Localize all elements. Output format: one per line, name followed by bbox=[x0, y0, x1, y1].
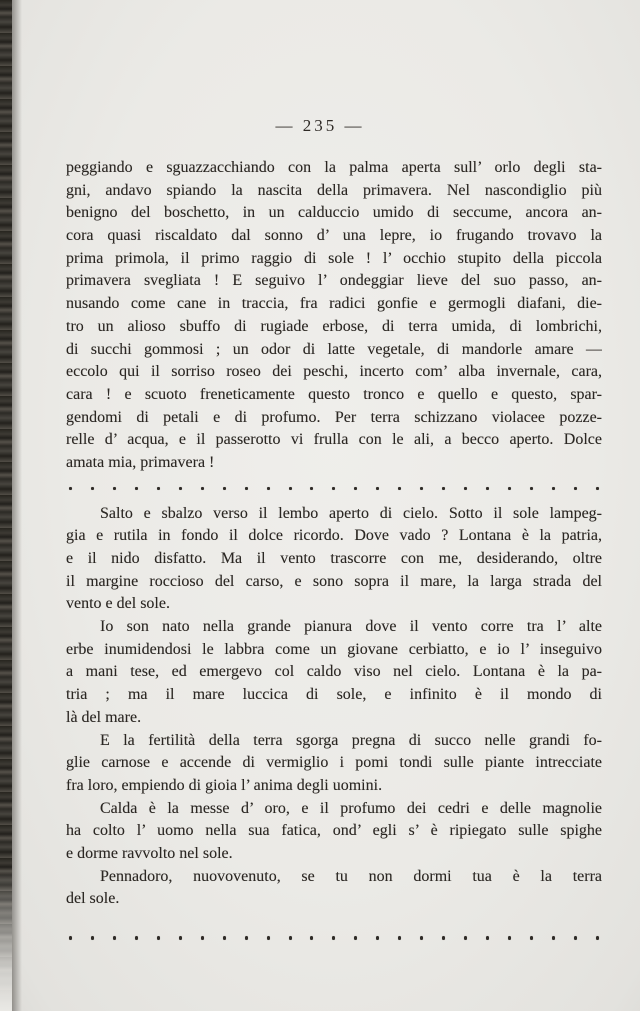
text-line: del sole. bbox=[66, 890, 120, 908]
rule-dot bbox=[157, 487, 160, 491]
paragraph bbox=[66, 798, 602, 866]
text-line: Pennadoro, nuovovenuto, se tu non dormi tua è la terra bbox=[100, 867, 602, 885]
text-line: gia e rutila in fondo il dolce ricordo. Dove vado ? Lontana è la patria, bbox=[66, 527, 602, 545]
text-line: eccolo qui il sorriso roseo dei peschi, incerto com’ alba invernale, cara, bbox=[66, 363, 602, 381]
paragraph bbox=[66, 503, 602, 616]
page-number: — 235 — bbox=[275, 116, 365, 135]
rule-dot bbox=[201, 487, 204, 491]
text-line: ha colto l’ uomo nella sua fatica, ond’ egli s’ è ripiegato sulle spighe bbox=[66, 822, 602, 840]
text-line: primavera svegliata ! E seguivo l’ ondeggiar lieve del suo passo, an- bbox=[66, 272, 602, 290]
rule-dot bbox=[289, 936, 292, 940]
text-block bbox=[66, 157, 602, 952]
rule-dot bbox=[442, 487, 445, 491]
text-line: erbe inumidendosi le labbra come un giovane cerbiatto, e io l’ inseguivo bbox=[66, 640, 602, 658]
text-line: fra loro, empiendo di gioia l’ anima degli uomini. bbox=[66, 776, 383, 794]
rule-dot bbox=[267, 936, 270, 940]
text-line: vento e del sole. bbox=[66, 595, 170, 613]
book-gutter-shadow bbox=[0, 0, 12, 1011]
rule-dot bbox=[508, 936, 511, 940]
rule-dot bbox=[135, 487, 138, 491]
text-line: il margine roccioso del carso, e sono sopra il mare, la larga strada del bbox=[66, 572, 602, 590]
rule-dot bbox=[398, 936, 401, 940]
rule-dot bbox=[552, 487, 555, 491]
text-line: benigno del boschetto, in un calduccio umido di seccume, ancora an- bbox=[66, 204, 602, 222]
dotted-rule bbox=[66, 924, 602, 952]
rule-dot bbox=[69, 487, 72, 491]
rule-dot bbox=[574, 487, 577, 491]
rule-dot bbox=[69, 936, 72, 940]
rule-dot bbox=[310, 936, 313, 940]
rule-dot bbox=[420, 936, 423, 940]
rule-dot bbox=[245, 936, 248, 940]
rule-dot bbox=[91, 936, 94, 940]
text-line: gendomi di petali e di profumo. Per terra schizzano violacee pozze- bbox=[66, 408, 602, 426]
rule-dot bbox=[332, 936, 335, 940]
text-line: Salto e sbalzo verso il lembo aperto di cielo. Sotto il sole lampeg- bbox=[100, 504, 602, 522]
text-line: tro un alioso sbuffo di rugiade erbose, di terra umida, di lombrichi, bbox=[66, 317, 602, 335]
rule-dot bbox=[376, 936, 379, 940]
rule-dot bbox=[354, 936, 357, 940]
text-line: Calda è la messe d’ oro, e il profumo dei cedri e delle magnolie bbox=[100, 799, 602, 817]
rule-dot bbox=[267, 487, 270, 491]
rule-dot bbox=[552, 936, 555, 940]
paragraph bbox=[66, 866, 602, 911]
text-line: peggiando e sguazzacchiando con la palma aperta sull’ orlo degli sta- bbox=[66, 159, 602, 176]
text-line: Io son nato nella grande pianura dove il vento corre tra l’ alte bbox=[100, 618, 602, 636]
rule-dot bbox=[201, 936, 204, 940]
rule-dot bbox=[223, 936, 226, 940]
text-line: tria ; ma il mare luccica di sole, e infinito è il mondo di bbox=[66, 686, 602, 704]
paragraph bbox=[66, 730, 602, 798]
paragraph bbox=[66, 157, 602, 475]
text-line: amata mia, primavera ! bbox=[66, 453, 215, 471]
text-line: e dorme ravvolto nel sole. bbox=[66, 844, 233, 862]
text-line: relle d’ acqua, e il passerotto vi frulla con le ali, a becco aperto. Dolce bbox=[66, 431, 602, 449]
rule-dot bbox=[530, 487, 533, 491]
rule-dot bbox=[376, 487, 379, 491]
rule-dot bbox=[310, 487, 313, 491]
paragraph bbox=[66, 616, 602, 729]
rule-dot bbox=[486, 487, 489, 491]
rule-dot bbox=[245, 487, 248, 491]
text-line: gni, andavo spiando la nascita della primavera. Nel nascondiglio più bbox=[66, 181, 602, 199]
rule-dot bbox=[398, 487, 401, 491]
rule-dot bbox=[354, 487, 357, 491]
rule-dot bbox=[223, 487, 226, 491]
rule-dot bbox=[486, 936, 489, 940]
rule-dot bbox=[289, 487, 292, 491]
rule-dot bbox=[91, 487, 94, 491]
text-line: prima primola, il primo raggio di sole ! l’ occhio stupito della piccola bbox=[66, 249, 602, 267]
text-line: glie carnose e accende di vermiglio i pomi tondi sulle piante intrecciate bbox=[66, 754, 602, 772]
text-line: cara ! e scuoto freneticamente questo tronco e quello e questo, spar- bbox=[66, 385, 602, 403]
rule-dot bbox=[332, 487, 335, 491]
text-line: nusando come cane in traccia, fra radici gonfie e germogli diafani, die- bbox=[66, 295, 602, 313]
text-line: a mani tese, ed emergevo col caldo viso nel cielo. Lontana è la pa- bbox=[66, 663, 602, 681]
text-line: là del mare. bbox=[66, 708, 142, 726]
rule-dot bbox=[135, 936, 138, 940]
text-line: E la fertilità della terra sgorga pregna di succo nelle grandi fo- bbox=[100, 731, 602, 749]
rule-dot bbox=[442, 936, 445, 940]
rule-dot bbox=[508, 487, 511, 491]
rule-dot bbox=[113, 936, 116, 940]
rule-dot bbox=[179, 487, 182, 491]
text-line: e il nido disfatto. Ma il vento trascorre con me, desiderando, oltre bbox=[66, 550, 602, 567]
rule-dot bbox=[179, 936, 182, 940]
rule-dot bbox=[113, 487, 116, 491]
rule-dot bbox=[157, 936, 160, 940]
rule-dot bbox=[596, 487, 599, 491]
rule-dot bbox=[464, 487, 467, 491]
rule-dot bbox=[574, 936, 577, 940]
text-line: cora quasi riscaldato dal sonno d’ una lepre, io frugando trovavo la bbox=[66, 227, 602, 245]
rule-dot bbox=[596, 936, 599, 940]
text-line: di succhi gommosi ; un odor di latte vegetale, di mandorle amare — bbox=[66, 340, 602, 358]
rule-dot bbox=[464, 936, 467, 940]
rule-dot bbox=[420, 487, 423, 491]
dotted-rule bbox=[66, 475, 602, 503]
rule-dot bbox=[530, 936, 533, 940]
